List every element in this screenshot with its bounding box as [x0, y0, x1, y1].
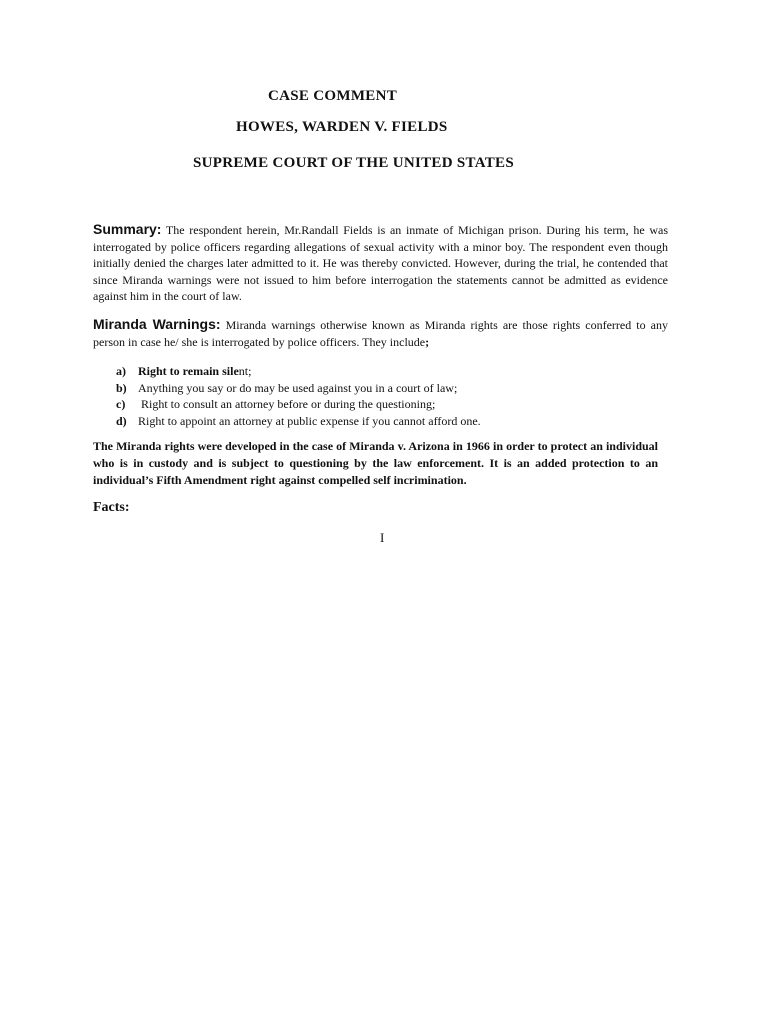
miranda-history-note: The Miranda rights were developed in the case of Miranda v. Arizona in 1966 in order to protect an individual who is in custody and is subject to questioning by the law enforcement. It is an added protection to an individual’s Fifth Amendment right against compelled self incrimination. [93, 439, 658, 487]
list-item [116, 380, 676, 397]
miranda-label: Miranda Warnings: [93, 316, 221, 332]
list-item-bold: Right to remain sile [138, 364, 239, 378]
rights-list [116, 363, 676, 429]
summary-paragraph [93, 221, 668, 305]
list-item-text: nt; [238, 364, 252, 378]
list-item-text: Right to consult an attorney before or during the questioning; [138, 397, 436, 411]
summary-text: The respondent herein, Mr.Randall Fields is an inmate of Michigan prison. During his term, he was interrogated by police officers regarding allegations of sexual activity with a minor boy. The respondent even though initially denied the charges later admitted to it. He was thereby convicted. However, during the trial, he contended that since Miranda warnings were not issued to him before interrogation the statements cannot be admitted as evidence against him in the court of law. [93, 223, 668, 303]
list-item [116, 413, 676, 430]
facts-heading: Facts: [93, 500, 130, 515]
list-marker: b) [116, 380, 127, 395]
miranda-text: Miranda warnings otherwise known as Miranda rights are those rights conferred to any person in case he/ she is interrogated by police officers. They include [93, 318, 668, 349]
list-marker: c) [116, 397, 126, 411]
summary-label: Summary: [93, 221, 162, 237]
list-item-text: Anything you say or do may be used against you in a court of law; [138, 380, 458, 395]
list-item [116, 396, 676, 413]
document-title: CASE COMMENT [268, 88, 398, 104]
case-name: HOWES, WARDEN V. FIELDS [236, 119, 448, 135]
list-marker: d) [116, 413, 127, 428]
list-item [116, 363, 676, 380]
miranda-paragraph [93, 316, 668, 350]
miranda-end-mark: ; [425, 334, 430, 349]
list-marker: a) [116, 364, 126, 378]
court-name: SUPREME COURT OF THE UNITED STATES [193, 155, 514, 171]
list-item-text: Right to appoint an attorney at public expense if you cannot afford one. [138, 413, 481, 428]
page-mark: I [380, 530, 385, 545]
